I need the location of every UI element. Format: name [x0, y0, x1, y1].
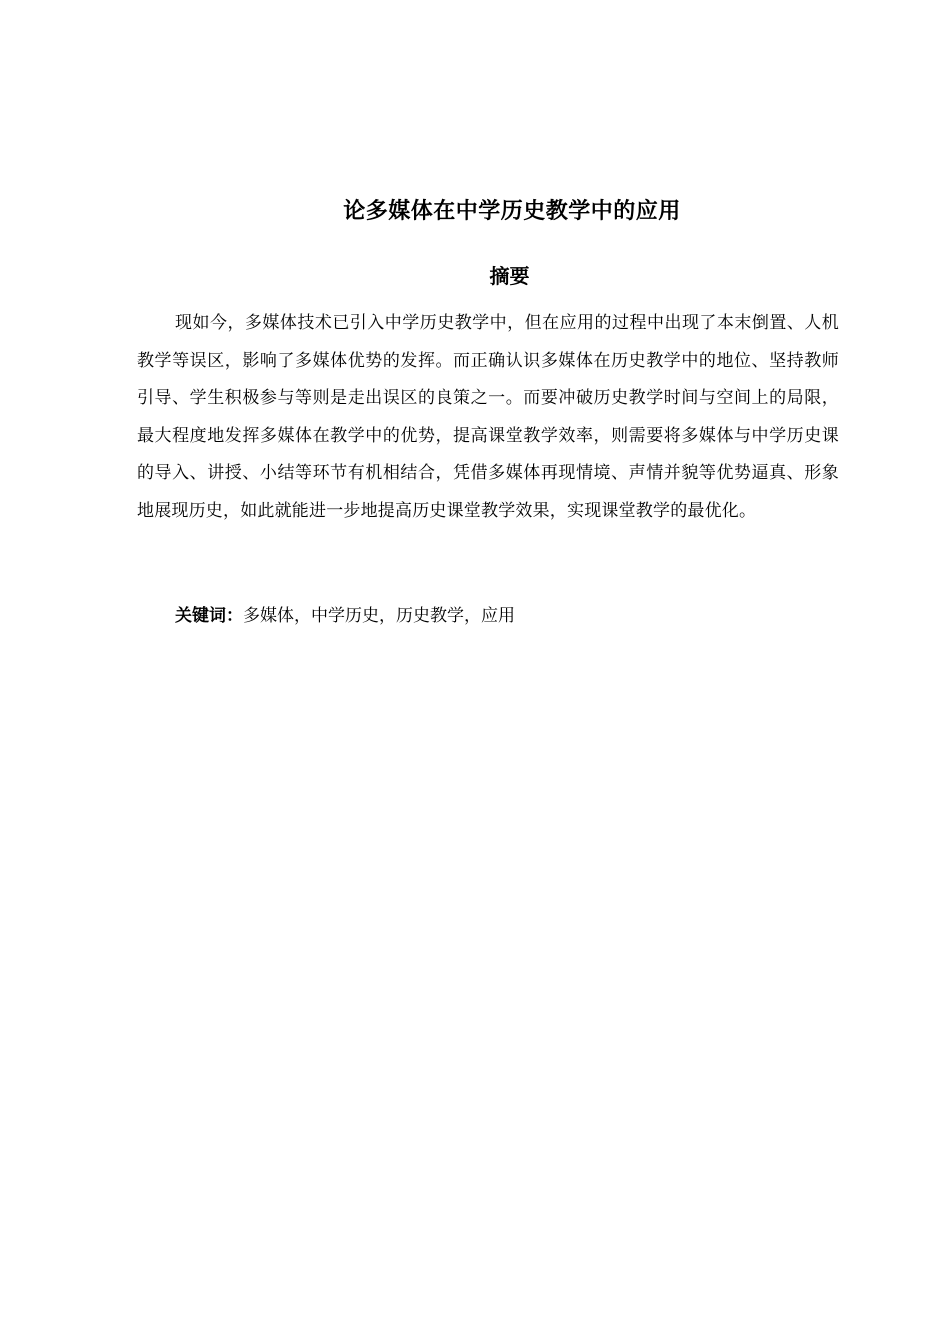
keywords-line [175, 598, 839, 634]
keywords-label: 关键词： [175, 606, 243, 626]
abstract-heading: 摘要 [489, 264, 530, 288]
document-title: 论多媒体在中学历史教学中的应用 [343, 199, 681, 224]
abstract-paragraph: 现如今，多媒体技术已引入中学历史教学中，但在应用的过程中出现了本末倒置、人机教学等误区，影响了多媒体优势的发挥。而正确认识多媒体在历史教学中的地位、坚持教师引导、学生积极参与等则是走出误区的良策之一。而要冲破历史教学时间与空间上的局限，最大程度地发挥多媒体在教学中的优势，提高课堂教学效率，则需要将多媒体与中学历史课的导入、讲授、小结等环节有机相结合，凭借多媒体再现情境、声情并貌等优势逼真、形象地展现历史，如此就能进一步地提高历史课堂教学效果，实现课堂教学的最优化。 [137, 313, 839, 521]
keywords-value: 多媒体，中学历史，历史教学，应用 [243, 606, 515, 626]
